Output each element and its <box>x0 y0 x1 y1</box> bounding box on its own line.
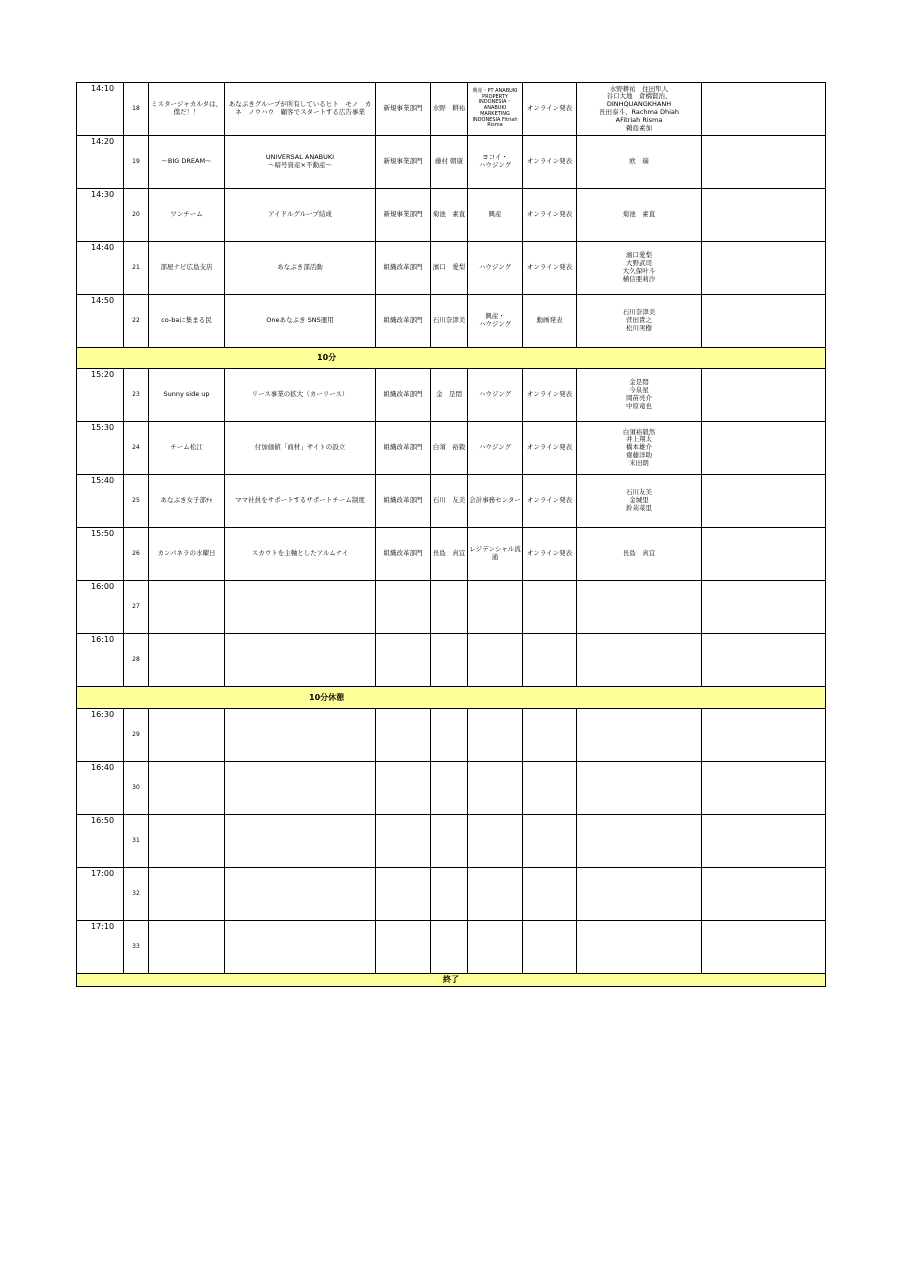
entry-number: 31 <box>124 815 149 868</box>
member-list: 菊池 素直 <box>577 189 702 242</box>
theme-text: Oneあなぶき SNS運用 <box>225 295 376 348</box>
theme-text <box>225 921 376 974</box>
note-cell <box>702 815 826 868</box>
leader-name: 菊池 素直 <box>431 189 468 242</box>
time-cell: 14:30 <box>77 189 124 242</box>
presentation-format: オンライン発表 <box>523 242 577 295</box>
note-cell <box>702 475 826 528</box>
team-name: Sunny side up <box>149 369 225 422</box>
team-name <box>149 815 225 868</box>
theme-text: アイドルグループ結成 <box>225 189 376 242</box>
department: 組織改革部門 <box>376 295 431 348</box>
note-cell <box>702 528 826 581</box>
note-cell <box>702 581 826 634</box>
schedule-row <box>77 189 826 242</box>
time-cell: 15:20 <box>77 369 124 422</box>
leader-name <box>431 581 468 634</box>
department <box>376 815 431 868</box>
team-name: ～BIG DREAM～ <box>149 136 225 189</box>
department: 新規事業部門 <box>376 136 431 189</box>
entry-number: 33 <box>124 921 149 974</box>
company-name <box>468 762 523 815</box>
theme-text <box>225 815 376 868</box>
department: 組織改革部門 <box>376 528 431 581</box>
member-list: 石川友美 金城里 鈴苅菜里 <box>577 475 702 528</box>
schedule-row <box>77 709 826 762</box>
presentation-format: オンライン発表 <box>523 189 577 242</box>
end-label: 終了 <box>77 974 826 987</box>
team-name: ミスタージャカルタは、僕だ！！ <box>149 83 225 136</box>
time-cell: 15:50 <box>77 528 124 581</box>
break-label: 10分 <box>77 348 826 369</box>
note-cell <box>702 709 826 762</box>
team-name: あなぶき女子部ﾁｬ <box>149 475 225 528</box>
time-cell: 16:40 <box>77 762 124 815</box>
presentation-format: オンライン発表 <box>523 528 577 581</box>
note-cell <box>702 762 826 815</box>
leader-name: 藤村 朝康 <box>431 136 468 189</box>
team-name <box>149 709 225 762</box>
member-list <box>577 868 702 921</box>
entry-number: 19 <box>124 136 149 189</box>
note-cell <box>702 242 826 295</box>
break-row-10min-rest <box>77 687 826 709</box>
entry-number: 22 <box>124 295 149 348</box>
leader-name <box>431 815 468 868</box>
theme-text: あなぶき部活動 <box>225 242 376 295</box>
presentation-format: オンライン発表 <box>523 369 577 422</box>
presentation-format: オンライン発表 <box>523 136 577 189</box>
presentation-format: 動画発表 <box>523 295 577 348</box>
schedule-row <box>77 475 826 528</box>
entry-number: 23 <box>124 369 149 422</box>
company-name <box>468 868 523 921</box>
company-name: ハウジング <box>468 422 523 475</box>
entry-number: 28 <box>124 634 149 687</box>
theme-text: UNIVERSAL ANABUKI ～暗号資産×不動産～ <box>225 136 376 189</box>
schedule-row <box>77 136 826 189</box>
leader-name: 白須 裕毅 <box>431 422 468 475</box>
department: 組織改革部門 <box>376 369 431 422</box>
leader-name: 石川奈津美 <box>431 295 468 348</box>
leader-name <box>431 762 468 815</box>
note-cell <box>702 921 826 974</box>
member-list <box>577 815 702 868</box>
entry-number: 30 <box>124 762 149 815</box>
schedule-row <box>77 815 826 868</box>
department <box>376 762 431 815</box>
schedule-row <box>77 242 826 295</box>
theme-text: スカウトを主軸としたアルムナイ <box>225 528 376 581</box>
time-cell: 17:10 <box>77 921 124 974</box>
theme-text <box>225 709 376 762</box>
member-list: 濱口愛梨 大野武司 大久保叶斗 横信亜莉沙 <box>577 242 702 295</box>
leader-name <box>431 634 468 687</box>
break-label: 10分休憩 <box>77 687 826 709</box>
leader-name: 水野 耕祐 <box>431 83 468 136</box>
company-name <box>468 581 523 634</box>
entry-number: 27 <box>124 581 149 634</box>
company-name: ハウジング <box>468 369 523 422</box>
member-list <box>577 762 702 815</box>
schedule-row <box>77 83 826 136</box>
break-row-10min <box>77 348 826 369</box>
note-cell <box>702 83 826 136</box>
schedule-row <box>77 369 826 422</box>
company-name <box>468 815 523 868</box>
time-cell: 14:10 <box>77 83 124 136</box>
leader-name <box>431 921 468 974</box>
presentation-format <box>523 581 577 634</box>
team-name <box>149 868 225 921</box>
entry-number: 21 <box>124 242 149 295</box>
company-name <box>468 634 523 687</box>
entry-number: 20 <box>124 189 149 242</box>
theme-text: リース事業の拡大（カーリース） <box>225 369 376 422</box>
schedule-table <box>76 82 826 987</box>
company-name: ヨコイ・ ハウジング <box>468 136 523 189</box>
department: 組織改革部門 <box>376 475 431 528</box>
time-cell: 14:50 <box>77 295 124 348</box>
presentation-format <box>523 634 577 687</box>
presentation-format <box>523 762 577 815</box>
team-name: 部屋ナビ広島支店 <box>149 242 225 295</box>
presentation-format <box>523 709 577 762</box>
presentation-format <box>523 815 577 868</box>
entry-number: 26 <box>124 528 149 581</box>
member-list: 金是悶 今泉星 岡苗亮介 中原竜也 <box>577 369 702 422</box>
schedule-row <box>77 422 826 475</box>
member-list: 欧 瑞 <box>577 136 702 189</box>
note-cell <box>702 868 826 921</box>
entry-number: 18 <box>124 83 149 136</box>
entry-number: 24 <box>124 422 149 475</box>
note-cell <box>702 634 826 687</box>
leader-name: 金 是悶 <box>431 369 468 422</box>
note-cell <box>702 422 826 475</box>
leader-name: 濱口 愛梨 <box>431 242 468 295</box>
leader-name: 長島 真宜 <box>431 528 468 581</box>
schedule-row <box>77 921 826 974</box>
department <box>376 634 431 687</box>
note-cell <box>702 369 826 422</box>
time-cell: 16:00 <box>77 581 124 634</box>
note-cell <box>702 295 826 348</box>
schedule-row <box>77 868 826 921</box>
company-name: 興産・PT ANABUKI PROPERTY INDONESIA・ANABUKI MARKETING INDONESIA Fitriah Risma <box>468 83 523 136</box>
department <box>376 921 431 974</box>
department <box>376 581 431 634</box>
entry-number: 25 <box>124 475 149 528</box>
theme-text: 付加価値「商材」サイトの設立 <box>225 422 376 475</box>
company-name <box>468 921 523 974</box>
entry-number: 29 <box>124 709 149 762</box>
time-cell: 16:30 <box>77 709 124 762</box>
team-name: ワンチーム <box>149 189 225 242</box>
schedule-body <box>77 83 826 987</box>
department: 新規事業部門 <box>376 83 431 136</box>
team-name <box>149 921 225 974</box>
schedule-row <box>77 295 826 348</box>
time-cell: 16:10 <box>77 634 124 687</box>
team-name: co-baに集まる民 <box>149 295 225 348</box>
schedule-row <box>77 581 826 634</box>
entry-number: 32 <box>124 868 149 921</box>
member-list <box>577 581 702 634</box>
company-name: 興産・ ハウジング <box>468 295 523 348</box>
team-name <box>149 762 225 815</box>
department <box>376 868 431 921</box>
team-name: チーム松江 <box>149 422 225 475</box>
theme-text: ママ社員をサポートするサポートチーム制度 <box>225 475 376 528</box>
company-name <box>468 709 523 762</box>
theme-text <box>225 581 376 634</box>
team-name <box>149 634 225 687</box>
time-cell: 15:30 <box>77 422 124 475</box>
end-row <box>77 974 826 987</box>
time-cell: 15:40 <box>77 475 124 528</box>
theme-text <box>225 634 376 687</box>
department: 組織改革部門 <box>376 422 431 475</box>
presentation-format: オンライン発表 <box>523 83 577 136</box>
company-name: レジデンシャル流通 <box>468 528 523 581</box>
theme-text: あなぶきグループが所有しているヒト モノ カネ ノウハウ 顧客でスタートする広告事業 <box>225 83 376 136</box>
note-cell <box>702 189 826 242</box>
member-list: 白須裕毅然 井上翔太 橋本雄介 齋藤洋助 米田朗 <box>577 422 702 475</box>
department: 組織改革部門 <box>376 242 431 295</box>
member-list: 水野耕祐 住田隼人 谷口大地 倉橋賢治、 DINHQUANGKHANH 長田泰斗、Rachma Dhiah AFitriah Risma 鵜島素加 <box>577 83 702 136</box>
leader-name <box>431 709 468 762</box>
member-list <box>577 921 702 974</box>
member-list: 石川奈津美 菅田貴之 松川実樹 <box>577 295 702 348</box>
time-cell: 16:50 <box>77 815 124 868</box>
company-name: 興産 <box>468 189 523 242</box>
presentation-format: オンライン発表 <box>523 422 577 475</box>
department: 新規事業部門 <box>376 189 431 242</box>
leader-name <box>431 868 468 921</box>
member-list: 長島 真宜 <box>577 528 702 581</box>
presentation-format <box>523 868 577 921</box>
member-list <box>577 709 702 762</box>
theme-text <box>225 868 376 921</box>
theme-text <box>225 762 376 815</box>
note-cell <box>702 136 826 189</box>
department <box>376 709 431 762</box>
schedule-row <box>77 634 826 687</box>
time-cell: 14:40 <box>77 242 124 295</box>
member-list <box>577 634 702 687</box>
schedule-row <box>77 528 826 581</box>
time-cell: 17:00 <box>77 868 124 921</box>
company-name: 会計事務センター <box>468 475 523 528</box>
presentation-format: オンライン発表 <box>523 475 577 528</box>
leader-name: 石川 友美 <box>431 475 468 528</box>
team-name <box>149 581 225 634</box>
schedule-row <box>77 762 826 815</box>
presentation-format <box>523 921 577 974</box>
time-cell: 14:20 <box>77 136 124 189</box>
team-name: カンパネラの水曜日 <box>149 528 225 581</box>
company-name: ハウジング <box>468 242 523 295</box>
